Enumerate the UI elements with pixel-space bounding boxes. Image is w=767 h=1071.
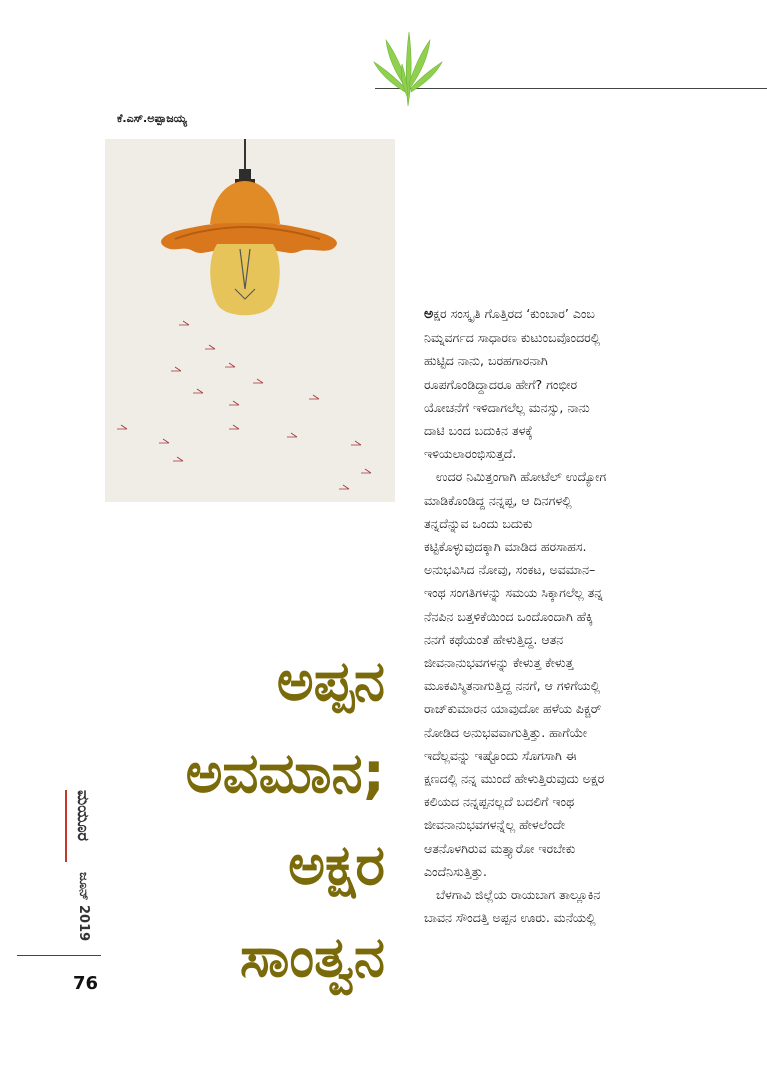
vertical-folio	[63, 790, 93, 950]
body-line: ಅಕ್ಷರ ಸಂಸ್ಕೃತಿ ಗೊತ್ತಿರದ ‘ಕುಂಬಾರ’ ಎಂಬ	[424, 306, 595, 322]
body-line: ದಾಟಿ ಬಂದ ಬದುಕಿನ ತಳಕ್ಕೆ	[424, 423, 533, 439]
body-line: ಜೀವನಾನುಭವಗಳನ್ನು ಕೇಳುತ್ತ ಕೇಳುತ್ತ	[424, 655, 574, 671]
body-line: ಕಟ್ಟಿಕೊಳ್ಳುವುದಕ್ಕಾಗಿ ಮಾಡಿದ ಹರಸಾಹಸ.	[424, 539, 587, 555]
body-line: ಇಂಥ ಸಂಗತಿಗಳನ್ನು ಸಮಯ ಸಿಕ್ಕಾಗಲೆಲ್ಲ ತನ್ನ	[424, 585, 603, 601]
body-line: ಯೋಚನೆಗೆ ಇಳಿದಾಗಲೆಲ್ಲ ಮನಸ್ಸು, ನಾನು	[424, 399, 590, 415]
title-line-2: ಅವಮಾನ;	[185, 741, 385, 806]
issue-month: ಜೂನ್ 2019	[76, 872, 91, 942]
lamp-illustration	[105, 139, 395, 502]
body-line: ಆತನೊಳಗಿರುವ ಮತ್ತ್ಯಾರೋ ಇರಬೇಕು	[424, 840, 576, 856]
body-line: ಮಾಡಿಕೊಂಡಿದ್ದ ನನ್ನಪ್ಪ, ಆ ದಿನಗಳಲ್ಲಿ	[424, 492, 572, 508]
body-line: ಹುಟ್ಟಿದ ನಾನು, ಬರಹಗಾರನಾಗಿ	[424, 353, 548, 369]
body-line: ಜೀವನಾನುಭವಗಳನ್ನೆಲ್ಲ ಹೇಳಲೆಂದೇ	[424, 817, 565, 833]
body-line: ನಿಮ್ನವರ್ಗದ ಸಾಧಾರಣ ಕುಟುಂಬವೊಂದರಲ್ಲಿ	[424, 330, 601, 346]
body-line: ರಾಜ್‌ಕುಮಾರನ ಯಾವುದೋ ಹಳೆಯ ಪಿಕ್ಚರ್	[424, 701, 602, 717]
body-line: ಇದೆಲ್ಲವನ್ನು ಇಷ್ಟೊಂದು ಸೊಗಸಾಗಿ ಈ	[424, 747, 577, 763]
article-title	[186, 636, 385, 1004]
body-line: ಮೂಕವಿಸ್ಮಿತನಾಗುತ್ತಿದ್ದ ನನಗೆ, ಆ ಗಳಿಗೆಯಲ್ಲಿ	[424, 678, 601, 694]
body-line: ಎಂದೆನಿಸುತ್ತಿತ್ತು.	[424, 863, 488, 879]
body-line: ಬಾವನ ಸೌಂದತ್ತಿ ಅಪ್ಪನ ಊರು. ಮನೆಯಲ್ಲಿ	[424, 910, 596, 926]
title-line-3: ಅಕ್ಷರ	[288, 833, 385, 898]
body-line: ಉದರ ನಿಮಿತ್ತಂಗಾಗಿ ಹೋಟೆಲ್ ಉದ್ಯೋಗ	[436, 469, 607, 485]
body-line: ಇಳಿಯಲಾರಂಭಿಸುತ್ತದೆ.	[424, 446, 517, 462]
body-line: ನೋಡಿದ ಅನುಭವವಾಗುತ್ತಿತ್ತು. ಹಾಗೆಯೇ	[424, 724, 587, 740]
title-line-4: ಸಾಂತ್ವನ	[239, 925, 385, 990]
magazine-name: ಮಯೂರ	[74, 790, 93, 842]
body-line: ರೂಪಗೊಂಡಿದ್ದಾದರೂ ಹೇಗೆ? ಗಂಭೀರ	[424, 376, 578, 392]
sprig-ornament-icon	[372, 26, 444, 108]
body-line: ಅನುಭವಿಸಿದ ನೋವು, ಸಂಕಟ, ಅವಮಾನ–	[424, 562, 596, 578]
body-line: ನೆನಪಿನ ಬತ್ತಳಿಕೆಯಿಂದ ಒಂದೊಂದಾಗಿ ಹೆಕ್ಕಿ	[424, 608, 593, 624]
body-line: ನನಗೆ ಕಥೆಯಂತೆ ಹೇಳುತ್ತಿದ್ದ. ಆತನ	[424, 631, 564, 647]
dropcap: ಅ	[424, 306, 434, 322]
footer-rule	[17, 955, 101, 956]
title-line-1: ಅಪ್ಪನ	[276, 649, 385, 714]
author-byline: ಕೆ.ಎಸ್.ಅಪ್ಪಾಜಯ್ಯ	[117, 112, 187, 125]
page-number: 76	[73, 973, 99, 994]
body-line: ಬೆಳಗಾವಿ ಜಿಲ್ಲೆಯ ರಾಯಬಾಗ ತಾಲ್ಲೂಕಿನ	[436, 887, 601, 903]
body-line: ತನ್ನದೆನ್ನುವ ಒಂದು ಬದುಕು	[424, 515, 533, 531]
body-line: ಕ್ಷಣದಲ್ಲಿ ನನ್ನ ಮುಂದೆ ಹೇಳುತ್ತಿರುವುದು ಅಕ್ಷರ	[424, 771, 605, 787]
article-body	[424, 302, 724, 929]
body-line: ಕಲಿಯದ ನನ್ನಪ್ಪನಲ್ಲದೆ ಬದಲಿಗೆ ಇಂಥ	[424, 794, 575, 810]
magazine-name-underline	[65, 790, 67, 862]
